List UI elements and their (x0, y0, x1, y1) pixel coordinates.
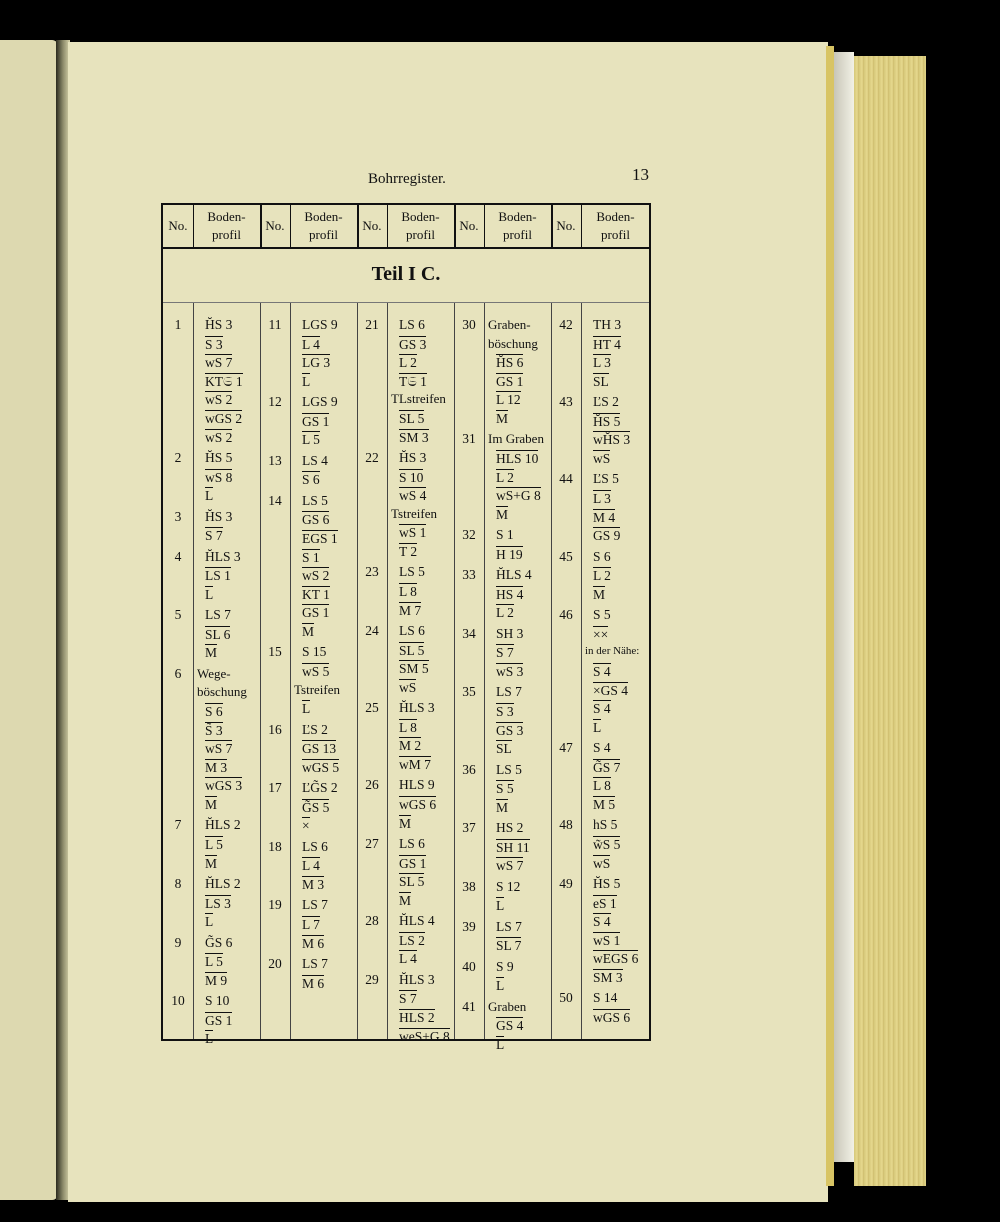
profile-layer: HT 4 (593, 336, 621, 352)
profile-layer: eS 1 (593, 895, 617, 911)
profile-layer: H̆S 3 (399, 449, 427, 465)
profile-layer: LGS 9 (302, 317, 338, 332)
column-rule (290, 205, 291, 249)
section-divider (163, 302, 649, 303)
profile-layer: L 4 (399, 951, 417, 967)
profile-layer: wGS 5 (302, 759, 340, 775)
profile-layer: L (205, 586, 214, 602)
entry-number: 11 (268, 317, 282, 332)
profile-layer: wS 1 (399, 525, 427, 541)
profile-layer: L 5 (302, 432, 320, 448)
profile-layer: M (302, 623, 315, 639)
profile-layer: LS 7 (302, 955, 328, 971)
profile-layer: H̆S 3 (205, 317, 233, 332)
profile-layer: S 5 (593, 607, 611, 623)
column-rule (387, 205, 388, 249)
profile-layer: wS 7 (205, 355, 233, 371)
entry-number: 2 (174, 449, 182, 465)
profile-layer: TH 3 (593, 317, 622, 332)
profile-layer: GS 1 (205, 1012, 233, 1028)
entry-number: 20 (268, 955, 282, 971)
profile-layer: M (496, 411, 509, 426)
profile-layer: T𝔖 1 (399, 373, 427, 389)
profile-layer: M 7 (399, 602, 422, 618)
profile-layer: wS 7 (205, 741, 233, 757)
profile-layer: L 2 (496, 605, 514, 621)
entry-number: 50 (559, 990, 573, 1006)
profile-layer: L 3 (593, 355, 611, 371)
entry-number: 48 (559, 817, 573, 833)
profile-layer: LS 6 (399, 317, 425, 332)
profile-layer: S̃ 3 (205, 722, 223, 738)
column-rule (581, 303, 582, 1039)
profile-layer: L (302, 701, 311, 717)
left-page-edge (0, 40, 58, 1200)
profile-layer: H̆S 5 (593, 875, 621, 891)
entry-number: 28 (365, 913, 379, 929)
profile-layer: wS 5 (302, 663, 330, 679)
profile-layer: Im Graben (488, 431, 544, 447)
entry-number: 4 (174, 548, 182, 564)
profile-layer: H̆S 3 (205, 508, 233, 524)
header-bodenprofil: Boden- profil (387, 205, 454, 249)
profile-layer: G̃S 7 (593, 759, 621, 775)
entry-number: 41 (462, 998, 476, 1014)
profile-layer: L 4 (302, 858, 320, 874)
profile-layer: wS 2 (205, 429, 233, 445)
entry-number: 35 (462, 684, 476, 700)
section-title: Teil I C. (371, 263, 441, 285)
profile-layer: SM 3 (399, 429, 429, 445)
header-bodenprofil: Boden- profil (290, 205, 357, 249)
column-rule (290, 303, 291, 1039)
profile-layer: × (302, 818, 310, 834)
profile-layer: TLstreifen (391, 391, 446, 407)
profile-layer: T 2 (399, 543, 418, 559)
profile-layer: wS (593, 450, 611, 466)
profile-layer: SL 6 (205, 626, 231, 642)
header-bodenprofil: Boden- profil (581, 205, 650, 249)
page-edge (826, 46, 834, 1186)
profile-layer: wS 4 (399, 488, 427, 504)
header-no: No. (163, 205, 193, 249)
page-edge (834, 52, 854, 1162)
header-no: No. (260, 205, 290, 249)
column-rule (484, 303, 485, 1039)
profile-layer: H̆LS 3 (399, 971, 435, 987)
profile-layer: S 4 (593, 914, 611, 930)
profile-layer: LS 1 (205, 568, 231, 584)
header-bodenprofil: Boden- profil (193, 205, 260, 249)
profile-layer: LS 7 (496, 684, 522, 700)
column-rule (193, 205, 194, 249)
profile-layer: in der Nähe: (585, 645, 640, 658)
profile-layer: S 7 (496, 645, 514, 661)
profile-layer: S 15 (302, 644, 327, 660)
entry-number: 22 (365, 449, 379, 465)
profile-layer: ×× (593, 626, 609, 642)
profile-layer: wS+G 8 (496, 488, 541, 504)
profile-layer: S 3 (496, 703, 514, 719)
profile-layer: wH̆S 3 (593, 432, 631, 448)
profile-layer: ĽS 2 (302, 721, 328, 737)
entry-number: 14 (268, 492, 282, 508)
entry-number: 49 (559, 875, 573, 891)
profile-layer: LS 3 (205, 895, 231, 911)
profile-layer: S 6 (593, 548, 611, 564)
profile-layer: Wege- (197, 665, 231, 681)
profile-layer: weS+G 8 (399, 1028, 450, 1044)
profile-layer: S 3 (205, 336, 223, 352)
profile-layer: HS 4 (496, 586, 524, 602)
profile-layer: GS 1 (399, 855, 427, 871)
entry-number: 8 (174, 875, 182, 891)
header-no: No. (551, 205, 581, 249)
entry-number: 19 (268, 897, 282, 913)
profile-layer: wS (593, 855, 611, 871)
profile-layer: wS 2 (205, 392, 233, 408)
profile-layer: LS 7 (302, 897, 328, 913)
entry-number: 44 (559, 471, 573, 487)
bohrregister-table (161, 203, 651, 1052)
profile-layer: L 7 (302, 916, 320, 932)
profile-layer: w̃S 5 (593, 836, 621, 852)
entry-number: 26 (365, 777, 379, 793)
header-bodenprofil: Boden- profil (484, 205, 551, 249)
entry-number: 29 (365, 971, 379, 987)
profile-layer: EGS 1 (302, 530, 338, 546)
profile-layer: GS 1 (302, 413, 330, 429)
profile-layer: M (399, 815, 412, 831)
entry-number: 18 (268, 838, 282, 854)
profile-layer: M 6 (302, 975, 325, 991)
entry-number: 31 (462, 431, 476, 447)
profile-layer: S 6 (205, 703, 223, 719)
profile-layer: KT 1 (302, 586, 330, 602)
profile-layer: H̆S 6 (496, 355, 524, 371)
entry-number: 45 (559, 548, 573, 564)
profile-layer: SL 7 (496, 938, 522, 954)
profile-layer: GS 6 (302, 512, 330, 528)
profile-layer: S 1 (302, 549, 320, 565)
profile-layer: LS 5 (399, 564, 425, 580)
entry-number: 15 (268, 644, 282, 660)
profile-layer: böschung (197, 684, 247, 700)
entry-number: 7 (174, 817, 182, 833)
entry-number: 42 (559, 317, 573, 332)
profile-layer: H 19 (496, 546, 523, 562)
profile-layer: ×GS 4 (593, 682, 628, 698)
entry-number: 32 (462, 527, 476, 543)
profile-layer: L (302, 373, 311, 389)
profile-layer: M (593, 586, 606, 602)
entry-number: 40 (462, 958, 476, 974)
profile-layer: S 7 (399, 991, 417, 1007)
entry-number: 46 (559, 607, 573, 623)
entry-number: 17 (268, 780, 282, 796)
profile-layer: LGS 9 (302, 394, 338, 410)
profile-layer: L (496, 978, 505, 994)
profile-layer: H̆LS 2 (205, 817, 241, 833)
profile-layer: S 12 (496, 878, 521, 894)
header-no: No. (357, 205, 387, 249)
column-rule (260, 303, 261, 1039)
profile-layer: L (496, 898, 505, 914)
running-head: Bohrregister. (368, 171, 446, 187)
profile-layer: S 9 (496, 958, 514, 974)
column-rule (357, 303, 358, 1039)
profile-layer: LS 2 (399, 932, 425, 948)
profile-layer: LG 3 (302, 355, 331, 371)
profile-layer: wS 7 (496, 858, 524, 874)
profile-layer: M 3 (205, 759, 228, 775)
entry-number: 3 (174, 508, 182, 524)
profile-layer: LS 7 (205, 607, 231, 623)
profile-layer: M 4 (593, 509, 616, 525)
profile-layer: wGS 6 (593, 1009, 631, 1025)
profile-layer: wS 3 (496, 663, 524, 679)
profile-layer: Graben- (488, 317, 531, 332)
profile-layer: L (205, 488, 214, 504)
profile-layer: GS 13 (302, 741, 337, 757)
profile-layer: wS (399, 679, 417, 695)
profile-layer: SL (593, 373, 609, 389)
profile-layer: H̆S 5 (593, 413, 621, 429)
profile-layer: L 5 (205, 954, 223, 970)
profile-layer: GS 4 (496, 1018, 524, 1034)
profile-layer: GS 9 (593, 528, 621, 544)
profile-layer: L (593, 719, 602, 735)
profile-layer: Graben (488, 998, 527, 1014)
profile-layer: S 10 (205, 993, 230, 1009)
profile-layer: M (399, 892, 412, 908)
profile-layer: S 5 (496, 781, 514, 797)
profile-layer: LS 6 (399, 622, 425, 638)
profile-layer: H̆LS 3 (399, 700, 435, 716)
profile-layer: böschung (488, 335, 538, 351)
profile-layer: HLS 9 (399, 777, 435, 793)
profile-layer: GS 1 (496, 373, 524, 389)
profile-layer: Tstreifen (391, 505, 438, 521)
profile-layer: S 4 (593, 701, 611, 717)
column-rule (581, 205, 582, 249)
profile-layer: Tstreifen (294, 681, 341, 697)
profile-layer: G̃S 5 (302, 799, 330, 815)
profile-layer: wGS 6 (399, 796, 437, 812)
entry-number: 34 (462, 625, 476, 641)
profile-layer: LS 4 (302, 452, 328, 468)
profile-layer: L (496, 1036, 505, 1052)
entry-number: 16 (268, 721, 282, 737)
profile-layer: M (496, 799, 509, 815)
profile-layer: L 12 (496, 392, 521, 408)
profile-layer: L 2 (593, 568, 611, 584)
profile-layer: wM 7 (399, 756, 431, 772)
entry-number: 13 (268, 452, 282, 468)
profile-layer: H̆LS 4 (399, 913, 435, 929)
profile-layer: LS 7 (496, 918, 522, 934)
profile-layer: M (205, 855, 218, 871)
profile-layer: H̆S 5 (205, 449, 233, 465)
profile-layer: S 7 (205, 528, 223, 544)
profile-layer: M (205, 645, 218, 661)
profile-layer: ĽG̃S 2 (302, 780, 338, 796)
column-rule (387, 303, 388, 1039)
profile-layer: GS 3 (496, 722, 524, 738)
profile-layer: S 4 (593, 740, 611, 756)
profile-layer: wS 2 (302, 568, 330, 584)
profile-layer: wEGS 6 (593, 951, 639, 967)
profile-layer: SL 5 (399, 642, 425, 658)
profile-layer: hS 5 (593, 817, 618, 833)
profile-layer: L 4 (302, 336, 320, 352)
entry-number: 21 (365, 317, 379, 332)
profile-layer: G̃S 6 (205, 934, 233, 950)
profile-layer: wGS 3 (205, 778, 243, 794)
profile-layer: wS 8 (205, 469, 233, 485)
profile-layer: M (205, 796, 218, 812)
profile-layer: LS 6 (399, 835, 425, 851)
profile-layer: LS 5 (496, 761, 522, 777)
profile-layer: HLS 10 (496, 450, 539, 466)
profile-layer: SH 11 (496, 839, 530, 855)
entry-number: 39 (462, 918, 476, 934)
entry-number: 24 (365, 622, 379, 638)
profile-layer: H̆LS 2 (205, 875, 241, 891)
profile-layer: S 4 (593, 663, 611, 679)
profile-layer: SL 5 (399, 411, 425, 426)
profile-layer: LS 6 (302, 838, 328, 854)
entry-number: 12 (268, 394, 282, 410)
profile-layer: KT𝔖 1 (205, 373, 243, 389)
profile-layer: wS 1 (593, 932, 621, 948)
entry-number: 1 (174, 317, 182, 332)
header-no: No. (454, 205, 484, 249)
profile-layer: M (496, 506, 509, 522)
profile-layer: M 2 (399, 738, 422, 754)
profile-layer: M 9 (205, 972, 228, 988)
page-stack-edge (854, 56, 926, 1186)
profile-layer: wGS 2 (205, 411, 243, 426)
entry-number: 43 (559, 394, 573, 410)
profile-layer: H̆LS 3 (205, 548, 241, 564)
profile-layer: HLS 2 (399, 1009, 435, 1025)
profile-layer: L 2 (399, 355, 417, 371)
profile-layer: ĽS 2 (593, 394, 619, 410)
profile-layer: L 2 (496, 469, 514, 485)
entry-number: 37 (462, 820, 476, 836)
profile-layer: SM 5 (399, 661, 429, 677)
profile-layer: L 5 (205, 836, 223, 852)
entry-number: 9 (174, 934, 182, 950)
entry-number: 23 (365, 564, 379, 580)
profile-layer: L (205, 914, 214, 930)
entry-number: 38 (462, 878, 476, 894)
profile-layer: SH 3 (496, 625, 524, 641)
profile-layer: SL 5 (399, 874, 425, 890)
profile-layer: L 3 (593, 490, 611, 506)
profile-layer: HS 2 (496, 820, 524, 836)
entry-number: 30 (462, 317, 476, 332)
entry-number: 27 (365, 835, 379, 851)
page-number: 13 (632, 165, 649, 184)
entry-number: 33 (462, 567, 476, 583)
profile-layer: L 8 (593, 778, 611, 794)
profile-layer: S 1 (496, 527, 514, 543)
entry-number: 10 (171, 993, 185, 1009)
column-rule (551, 303, 552, 1039)
profile-layer: L 8 (399, 719, 417, 735)
profile-layer: ĽS 5 (593, 471, 619, 487)
column-rule (193, 303, 194, 1039)
profile-layer: GS 1 (302, 605, 330, 621)
entry-number: 6 (174, 665, 182, 681)
entry-number: 25 (365, 700, 379, 716)
profile-layer: S 14 (593, 990, 618, 1006)
profile-layer: M 3 (302, 876, 325, 892)
profile-layer: L 8 (399, 583, 417, 599)
profile-layer: LS 5 (302, 492, 328, 508)
profile-layer: L (205, 1031, 214, 1047)
profile-layer: H̆LS 4 (496, 567, 532, 583)
profile-layer: SM 3 (593, 969, 623, 985)
profile-layer: S 6 (302, 472, 320, 488)
column-rule (484, 205, 485, 249)
entry-number: 36 (462, 761, 476, 777)
profile-layer: GS 3 (399, 336, 427, 352)
profile-layer: M 6 (302, 935, 325, 951)
profile-layer: M 5 (593, 796, 616, 812)
profile-layer: SL (496, 741, 512, 757)
entry-number: 5 (174, 607, 182, 623)
profile-layer: S 10 (399, 469, 424, 485)
entry-number: 47 (559, 740, 573, 756)
